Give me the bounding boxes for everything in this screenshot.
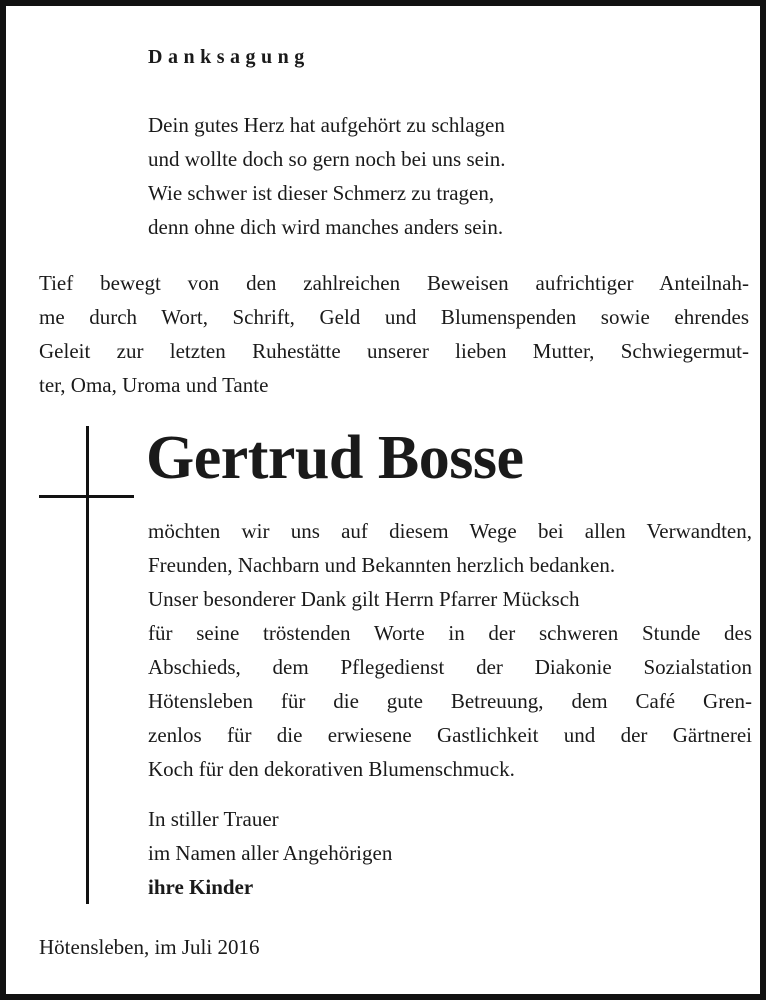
intro-line: ter, Oma, Uroma und Tante xyxy=(39,373,269,397)
closing-line: im Namen aller Angehörigen xyxy=(148,841,393,865)
signature: ihre Kinder xyxy=(148,875,254,899)
thanks-line: Hötensleben für die gute Betreuung, dem Café Gren- xyxy=(148,689,752,713)
poem-line: und wollte doch so gern noch bei uns sein. xyxy=(148,147,506,171)
poem-line: Wie schwer ist dieser Schmerz zu tragen, xyxy=(148,181,495,205)
thanks-line: Freunden, Nachbarn und Bekannten herzlich bedanken. xyxy=(148,553,616,577)
cross-icon-horizontal xyxy=(39,495,134,498)
thanks-line: zenlos für die erwiesene Gastlichkeit und der Gärtnerei xyxy=(148,723,752,747)
thanks-paragraph xyxy=(148,514,752,786)
place-date: Hötensleben, im Juli 2016 xyxy=(39,935,260,959)
closing-line: In stiller Trauer xyxy=(148,807,279,831)
thanks-line: Koch für den dekorativen Blumenschmuck. xyxy=(148,757,515,781)
deceased-name: Gertrud Bosse xyxy=(146,424,524,492)
poem-line: Dein gutes Herz hat aufgehört zu schlagen xyxy=(148,113,505,137)
intro-line: me durch Wort, Schrift, Geld und Blumenspenden sowie ehrendes xyxy=(39,305,749,329)
poem xyxy=(148,108,506,244)
intro-line: Tief bewegt von den zahlreichen Beweisen aufrichtiger Anteilnah- xyxy=(39,271,749,295)
thanks-line: möchten wir uns auf diesem Wege bei allen Verwandten, xyxy=(148,519,752,543)
intro-line: Geleit zur letzten Ruhestätte unserer lieben Mutter, Schwiegermut- xyxy=(39,339,749,363)
thanks-line: Unser besonderer Dank gilt Herrn Pfarrer Mücksch xyxy=(148,587,580,611)
heading: Danksagung xyxy=(148,46,310,68)
poem-line: denn ohne dich wird manches anders sein. xyxy=(148,215,504,239)
thanks-line: für seine tröstenden Worte in der schweren Stunde des xyxy=(148,621,752,645)
thanks-line: Abschieds, dem Pflegedienst der Diakonie Sozialstation xyxy=(148,655,752,679)
closing xyxy=(148,802,392,904)
intro-paragraph xyxy=(39,266,749,402)
